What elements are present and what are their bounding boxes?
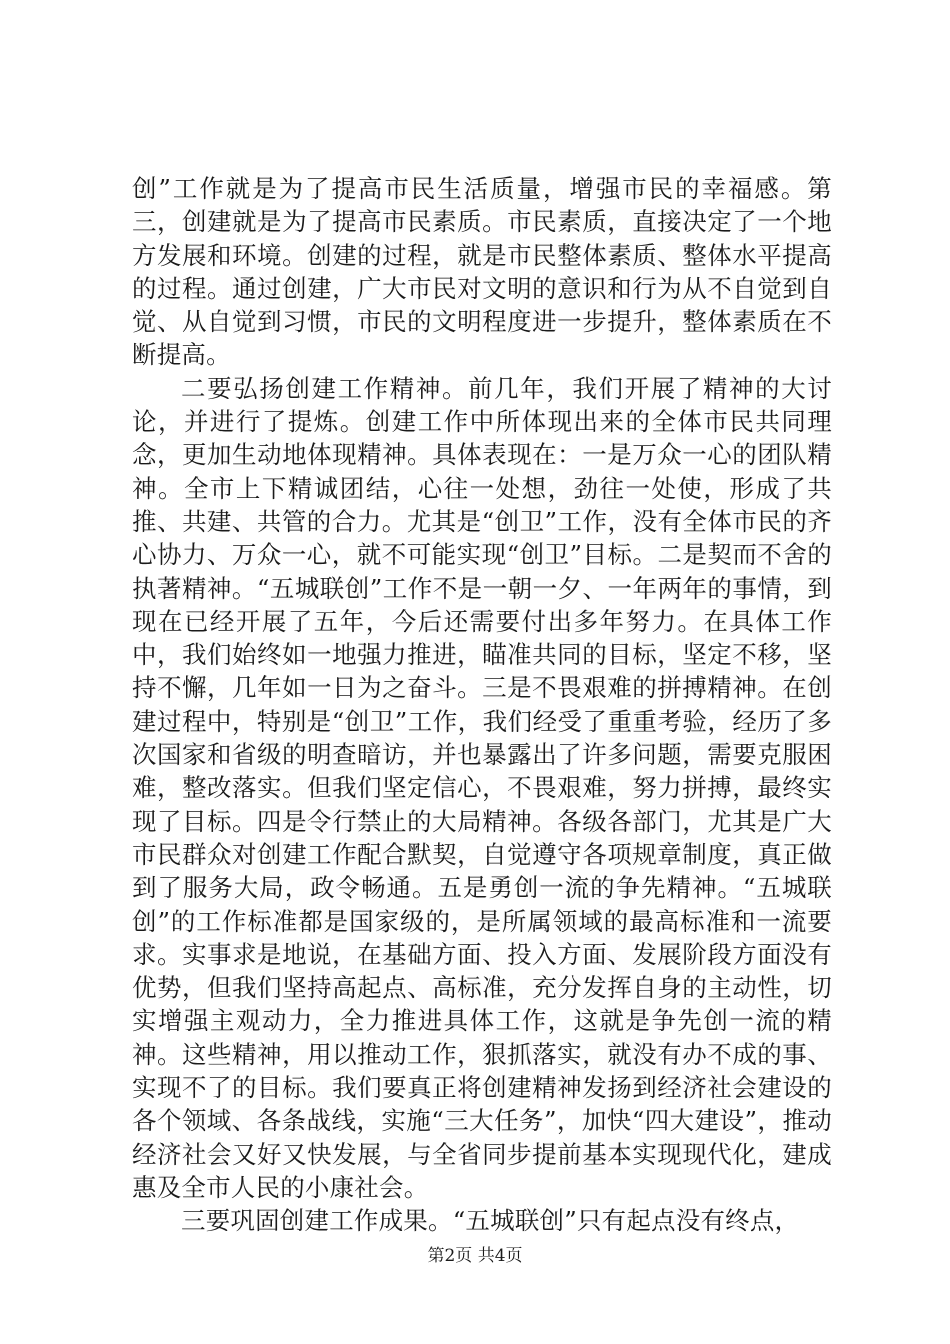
page-footer: 第2页 共4页 bbox=[427, 1246, 523, 1266]
body-text bbox=[132, 172, 832, 1238]
paragraph-2: 二要弘扬创建工作精神。前几年，我们开展了精神的大讨论，并进行了提炼。创建工作中所体现出来的全体市民共同理念，更加生动地体现精神。具体表现在：一是万众一心的团队精神。全市上下精诚团结，心往一处想，劲往一处使，形成了共推、共建、共管的合力。尤其是“创卫”工作，没有全体市民的齐心协力、万众一心，就不可能实现“创卫”目标。二是契而不舍的执著精神。“五城联创”工作不是一朝一夕、一年两年的事情，到现在已经开展了五年，今后还需要付出多年努力。在具体工作中，我们始终如一地强力推进，瞄准共同的目标，坚定不移，坚持不懈，几年如一日为之奋斗。三是不畏艰难的拼搏精神。在创建过程中，特别是“创卫”工作，我们经受了重重考验，经历了多次国家和省级的明查暗访，并也暴露出了许多问题，需要克服困难，整改落实。但我们坚定信心，不畏艰难，努力拼搏，最终实现了目标。四是令行禁止的大局精神。各级各部门，尤其是广大市民群众对创建工作配合默契，自觉遵守各项规章制度，真正做到了服务大局，政令畅通。五是勇创一流的争先精神。“五城联创”的工作标准都是国家级的，是所属领域的最高标准和一流要求。实事求是地说，在基础方面、投入方面、发展阶段方面没有优势，但我们坚持高起点、高标准，充分发挥自身的主动性，切实增强主观动力，全力推进具体工作，这就是争先创一流的精神。这些精神，用以推动工作，狠抓落实，就没有办不成的事、实现不了的目标。我们要真正将创建精神发扬到经济社会建设的各个领域、各条战线，实施“三大任务”，加快“四大建设”，推动经济社会又好又快发展，与全省同步提前基本实现现代化，建成惠及全市人民的小康社会。 bbox=[132, 373, 832, 1202]
paragraph-1: 创”工作就是为了提高市民生活质量，增强市民的幸福感。第三，创建就是为了提高市民素质。市民素质，直接决定了一个地方发展和环境。创建的过程，就是市民整体素质、整体水平提高的过程。通过创建，广大市民对文明的意识和行为从不自觉到自觉、从自觉到习惯，市民的文明程度进一步提升，整体素质在不断提高。 bbox=[132, 174, 832, 370]
paragraph-3: 三要巩固创建工作成果。“五城联创”只有起点没有终点， bbox=[181, 1206, 800, 1236]
